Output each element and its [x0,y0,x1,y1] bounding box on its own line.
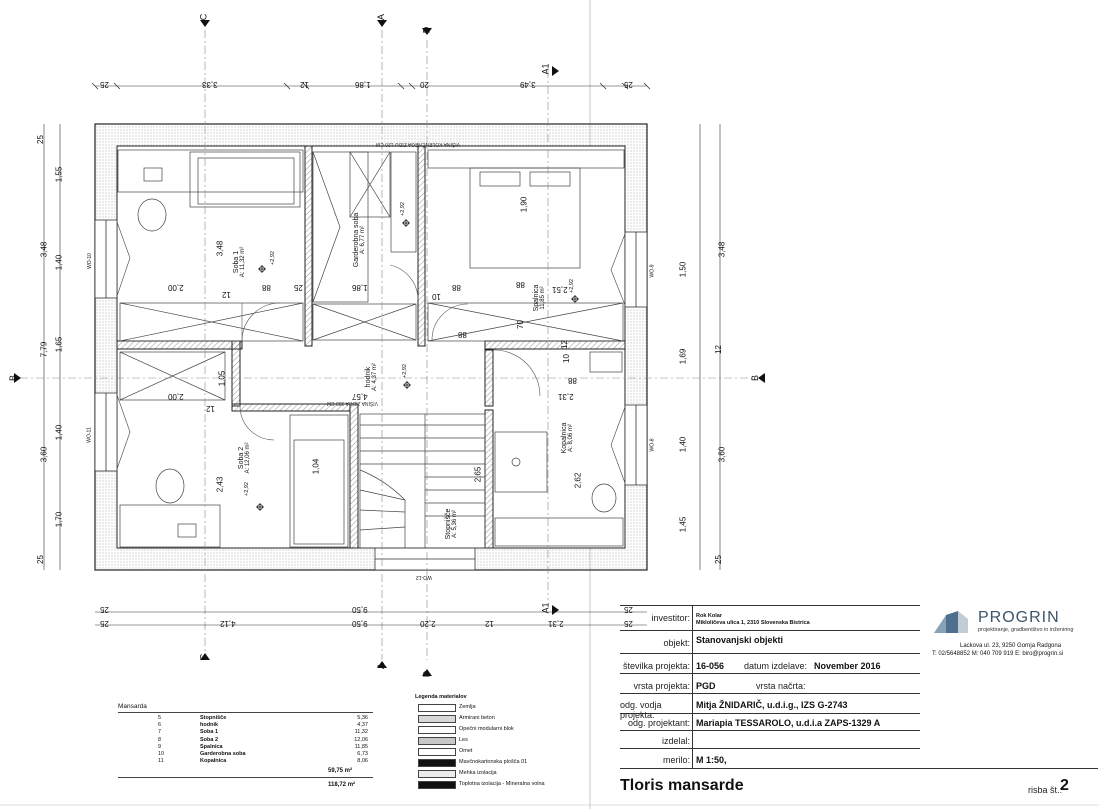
section-mark-D: D [421,670,432,678]
area-total: 118,72 m² [328,782,356,788]
legend-label: Opečni modularni blok [459,726,514,732]
room-area: A: 4,37 m² [372,363,378,391]
dim-bottom-1: 25 [624,605,633,614]
dim-interior: 88 [568,376,577,385]
row-number: 11 [158,758,164,765]
level-marker-soba2: +2,92 [243,482,250,496]
dim-right-outer: 25 [713,555,723,564]
dim-top: 25 [100,80,109,89]
room-area: A: 8,06 m² [568,424,574,452]
dim-interior: 12 [222,290,231,299]
room-label-stopnisce [445,509,459,540]
row-room: Soba 1 [200,729,219,736]
level-marker-garderobna: +2,92 [399,202,406,216]
section-mark-B: B [750,374,761,382]
dim-right-inner: 1,50 [678,261,688,278]
dim-interior: 2,51 [552,285,568,294]
section-mark-D: D [421,26,432,34]
dim-bottom-2: 12 [485,619,494,628]
table-row [158,715,368,722]
title-block [620,605,1098,805]
datum-label: datum izdelave: [744,661,808,671]
risba-label: risba št.: [1028,785,1063,795]
legend-swatch [418,715,456,723]
dim-left-outer: 25 [35,135,45,144]
legend-title: Legenda materialov [415,694,467,700]
company-contact: T: 02/5648852 M: 040 709 919 E: biro@progrin.si [932,651,1064,657]
dim-interior: 88 [262,283,271,292]
row-number: 9 [158,743,162,750]
legend-label: Toplotna izolacija - Mineralna volna [459,781,545,787]
stevilka-label: številka projekta: [622,661,690,671]
row-area: 6,73 [357,751,368,757]
dim-left-outer: 25 [35,555,45,564]
dim-left-inner: 1,55 [54,166,64,183]
row-area: 12,06 [354,736,368,743]
dim-right-outer: 12 [713,345,723,354]
row-area: 11,32 [354,729,368,736]
company-address: Lackova ul. 23, 9250 Gornja Radgona [960,643,1062,649]
dim-interior: 1,04 [311,458,321,475]
dim-left-inner: 1,40 [54,254,64,271]
area-summary-table [118,700,378,795]
dim-top: 3,33 [202,80,218,89]
row-room: Stopnišče [200,715,227,721]
company-name: PROGRIN [978,609,1060,626]
section-mark-C: C [198,653,209,661]
dim-right-inner: 1,40 [678,436,688,453]
projektant-value: Mariapia TESSAROLO, u.d.i.a ZAPS-1329 A [696,718,881,728]
dim-interior: 12 [559,340,569,349]
dim-interior: 2,65 [473,466,483,483]
table-row [158,737,368,744]
dim-bottom-2: 2,31 [548,619,564,628]
legend-label: Les [459,737,468,743]
company-logo-icon [932,609,972,633]
dim-interior: 10 [432,292,441,301]
vodja-label: odg. vodja projekta: [620,700,662,720]
section-mark-C: C [198,13,209,21]
legend-label: Armirani beton [459,715,495,721]
row-area: 11,85 [354,743,368,750]
dim-interior: 88 [458,330,467,339]
dim-interior: 12 [206,404,215,413]
legend-swatch [418,737,456,745]
dim-left-inner: 1,70 [54,511,64,528]
row-room: hodnik [200,722,219,729]
row-room: Garderobna soba [200,751,246,757]
dim-interior: 25 [294,283,303,292]
datum-value: November 2016 [814,661,881,671]
room-name: hodnik [365,366,372,388]
room-area: 11,85 m² [540,286,546,310]
stevilka-value: 16-056 [696,661,725,671]
legend-label: Omet [459,748,473,754]
dim-bottom-2: 9,50 [352,619,368,628]
dim-interior: 88 [452,283,461,292]
window-label: WO-11 [86,427,93,443]
dim-bottom-1: 9,50 [352,605,368,614]
section-mark-A: A [376,13,387,21]
dim-interior: 2,31 [558,392,574,401]
dim-interior: 10 [561,354,571,363]
investitor-name: Rok Kolar [696,613,722,619]
row-number: 10 [158,751,165,757]
room-name: Garderobna soba [353,212,360,268]
vodja-value: Mitja ŽNIDARIČ, u.d.i.g., IZS G-2743 [696,700,848,710]
legend-swatch [418,781,456,789]
dim-interior: 1,86 [352,283,368,292]
legend-label: Mavčnokartonska plošča 01 [459,759,528,765]
row-room: Spalnica [200,743,223,750]
projektant-label: odg. projektant: [627,718,690,728]
objekt-value: Stanovanjski objekti [696,635,784,645]
legend-swatch [418,759,456,767]
dim-right-outer: 3,48 [717,241,727,258]
dim-left-inner: 1,65 [54,336,64,353]
room-name: Soba 2 [238,446,245,470]
room-name: Kopalnica [561,422,568,454]
level-marker-soba1: +2,92 [269,251,276,265]
merilo-value: M 1:50, [696,755,727,765]
dim-interior: 88 [516,280,525,289]
dim-top: 12 [300,80,309,89]
dim-bottom-2: 25 [100,619,109,628]
merilo-label: merilo: [662,755,690,765]
dim-left-inner: 1,40 [54,424,64,441]
row-room: Soba 2 [200,736,219,743]
dim-interior: 2,62 [573,472,583,489]
row-number: 8 [158,736,162,743]
level-marker-hodnik: +2,92 [401,364,408,378]
dim-right-inner: 1,69 [678,348,688,365]
row-area: 4,37 [357,722,368,729]
legend-swatch [418,748,456,756]
window-label: WO-10 [86,253,93,269]
row-number: 6 [158,722,162,729]
window-label: WO-12 [416,574,432,580]
area-subtotal: 59,75 m² [328,768,353,774]
row-number: 7 [158,729,162,736]
table-row [158,744,368,751]
dim-left-outer: 7,79 [39,341,49,358]
legend-swatch [418,704,456,712]
dim-right-inner: 1,45 [678,516,688,533]
room-label-kopalnica [561,423,575,454]
dim-right-outer: 3,60 [717,446,727,463]
investitor-address: Mikloličeva ulica 1, 2310 Slovenska Bistrica [696,620,810,626]
risba-value: 2 [1060,777,1069,794]
room-area: A: 6,77 m² [360,226,366,254]
section-mark-B: B [8,374,19,382]
dim-interior: 1,05 [217,370,227,387]
legend-swatch [418,726,456,734]
nacrt-label: vrsta načrta: [756,681,806,691]
dim-interior: 4,57 [352,392,368,401]
room-label-hodnik [365,363,379,391]
room-area: A: 5,36 m² [452,510,458,538]
table-row [158,751,368,758]
dim-top: 3,49 [520,80,536,89]
legend-swatch [418,770,456,778]
room-name: Stopnišče [445,508,452,540]
room-name: Soba 1 [233,250,240,274]
row-area: 8,06 [357,758,368,765]
dim-interior: 1,90 [519,196,529,213]
objekt-label: objekt: [663,638,690,648]
room-label-spalnica [533,285,547,312]
table-title: Mansarda [118,703,147,710]
window-label: WO-9 [649,264,656,278]
dim-left-outer: 3,60 [39,446,49,463]
window-label: WO-8 [649,438,656,452]
company-tagline: projektiranje, gradbeništvo in inženiring [978,627,1074,633]
drawing-title: Tloris mansarde [620,777,744,794]
note-knee-wall: VIŠINA KOLENČNEGA ZIDU 120 CM [376,141,460,147]
dim-interior: 2,43 [215,476,225,493]
dim-bottom-2: 25 [624,619,633,628]
dim-interior: 2,00 [168,392,184,401]
dim-top: 1,86 [355,80,371,89]
dim-bottom-1: 25 [100,605,109,614]
dim-bottom-2: 2,20 [420,619,436,628]
row-area: 5,36 [357,715,368,721]
level-marker-spalnica: +2,92 [568,279,575,293]
investitor-label: investitor: [651,613,690,623]
legend-label: Zemlja [459,704,476,710]
room-area: A: 11,32 m² [240,246,246,278]
dim-interior: 3,48 [215,240,225,257]
table-row [158,758,368,765]
row-number: 5 [158,715,162,721]
dim-left-outer: 3,48 [39,241,49,258]
dim-interior: 70 [515,320,525,329]
vrsta-value: PGD [696,681,716,691]
dim-top: 20 [420,80,429,89]
dim-top: 25 [624,80,633,89]
room-label-soba2 [238,442,252,473]
note-ridge: VIŠINA ZIDCA 100 CM [326,400,378,406]
room-label-soba1 [233,247,247,278]
legend-label: Mehka izolacija [459,770,497,776]
room-area: A: 12,06 m² [245,442,251,474]
dim-interior: 2,00 [168,283,184,292]
table-row [158,729,368,736]
row-room: Kopalnica [200,758,227,765]
room-name: Spalnica [533,284,540,312]
section-mark-A: A [376,662,387,670]
section-mark-A1: A1 [540,63,551,75]
dim-bottom-2: 4,12 [220,619,236,628]
room-label-garderobna [353,213,367,267]
table-row [158,722,368,729]
izdelal-label: izdelal: [661,736,690,746]
section-mark-A1: A1 [540,602,551,614]
vrsta-label: vrsta projekta: [633,681,690,691]
